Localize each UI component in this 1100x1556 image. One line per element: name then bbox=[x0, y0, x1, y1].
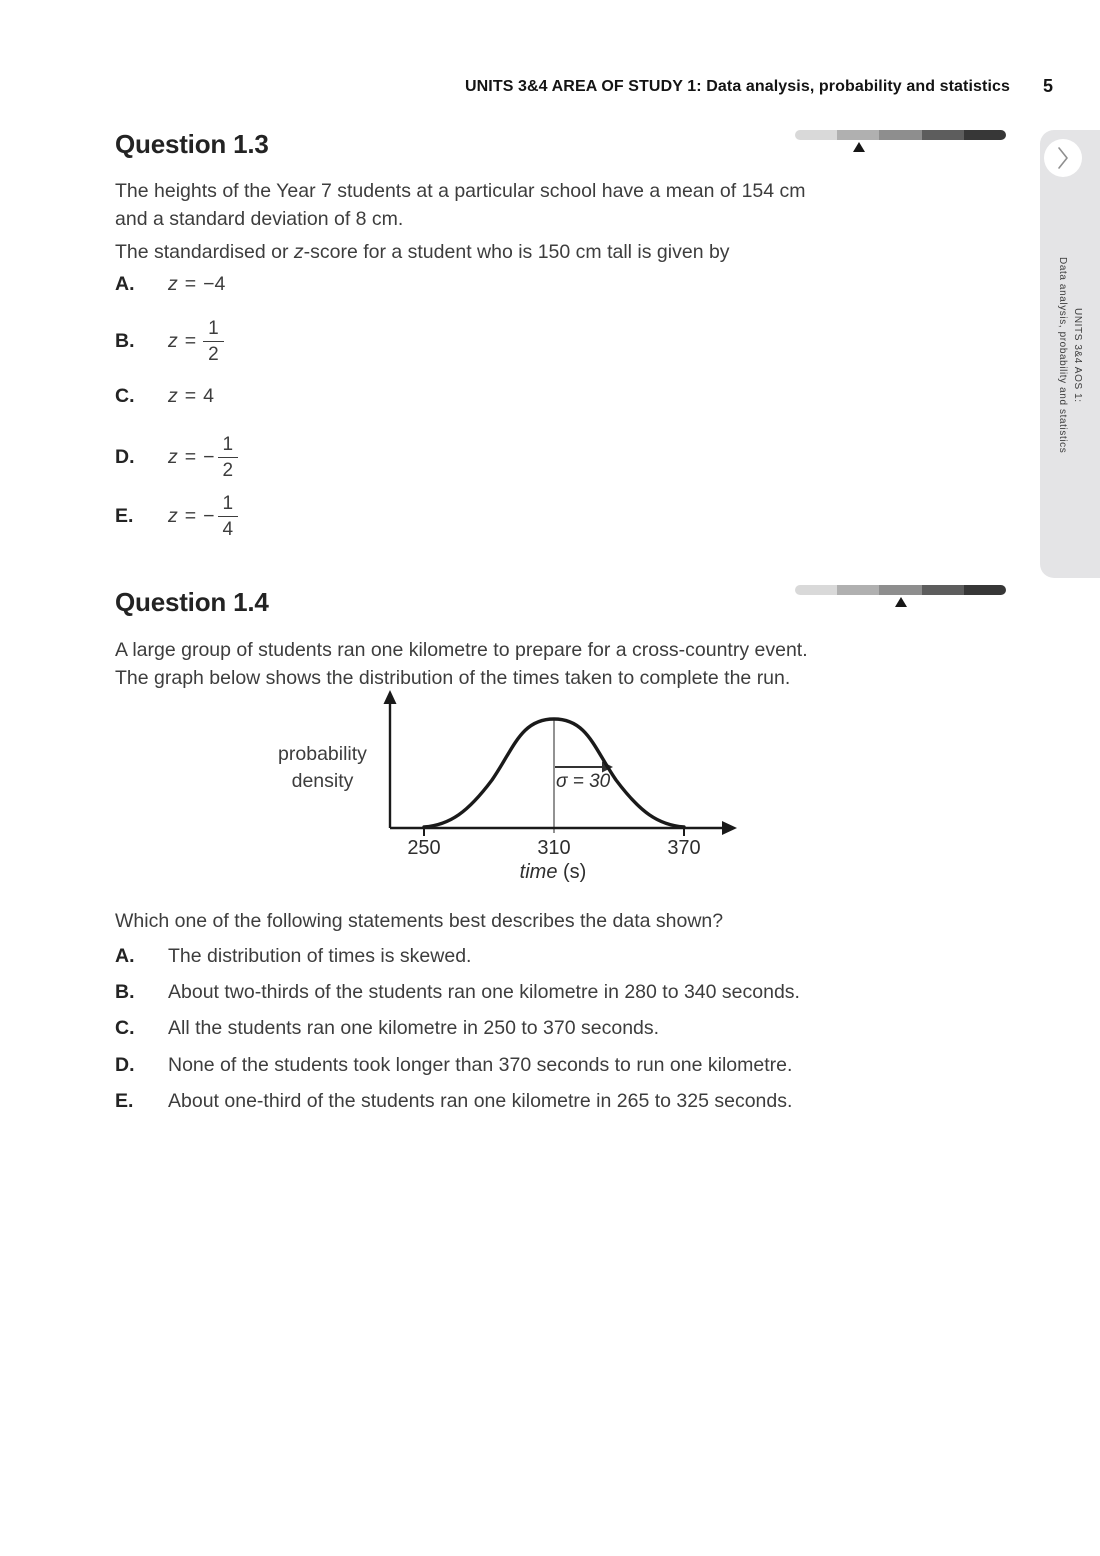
x-tick-label-370: 370 bbox=[667, 837, 701, 859]
question-1-3-intro bbox=[115, 178, 806, 233]
chevron-right-icon bbox=[1056, 145, 1070, 171]
side-tab-line2: Data analysis, probability and statistics bbox=[1057, 256, 1068, 454]
difficulty-segment bbox=[795, 585, 837, 595]
option-letter: E. bbox=[115, 1090, 134, 1112]
question-1-4-stem: Which one of the following statements best describes the data shown? bbox=[115, 910, 724, 932]
option-q13-b[interactable] bbox=[115, 316, 224, 366]
page-number: 5 bbox=[1043, 76, 1054, 96]
ylabel-line2: density bbox=[291, 769, 354, 792]
option-letter: D. bbox=[115, 445, 135, 468]
math-equals: = bbox=[184, 385, 197, 407]
math-variable: z bbox=[168, 445, 178, 468]
option-q14-d[interactable] bbox=[115, 1053, 792, 1078]
y-axis-arrow bbox=[384, 690, 397, 704]
fraction bbox=[218, 492, 239, 541]
fraction bbox=[218, 433, 239, 482]
option-text: None of the students took longer than 370 seconds to run one kilometre. bbox=[168, 1054, 793, 1076]
sigma-annotation: σ = 30 bbox=[556, 771, 611, 792]
option-letter: E. bbox=[115, 504, 134, 527]
math-equals: = bbox=[184, 504, 197, 527]
x-axis-arrow bbox=[722, 821, 737, 835]
option-letter: B. bbox=[115, 981, 135, 1003]
difficulty-segment bbox=[922, 130, 964, 140]
difficulty-segment bbox=[922, 585, 964, 595]
difficulty-segment bbox=[795, 130, 837, 140]
intro-line: The graph below shows the distribution of the times taken to complete the run. bbox=[115, 666, 791, 689]
math-minus-sign: − bbox=[203, 445, 215, 468]
side-tab-line1: UNITS 3&4 AOS 1: bbox=[1072, 307, 1083, 403]
xlabel-unit: (s) bbox=[557, 861, 587, 883]
difficulty-marker-q14 bbox=[895, 597, 907, 607]
math-equals: = bbox=[184, 445, 197, 468]
option-letter: A. bbox=[115, 945, 135, 967]
fraction-numerator: 1 bbox=[218, 492, 239, 517]
option-q13-e[interactable] bbox=[115, 491, 238, 541]
option-letter: D. bbox=[115, 1054, 135, 1076]
question-1-4-intro bbox=[115, 637, 808, 692]
section-side-tab-label bbox=[1040, 150, 1100, 560]
fraction bbox=[203, 317, 224, 366]
fraction-denominator: 2 bbox=[208, 343, 219, 365]
page-header-title: UNITS 3&4 AREA OF STUDY 1: Data analysis, probability and statistics bbox=[464, 78, 1010, 95]
math-value: 4 bbox=[203, 385, 214, 407]
math-minus-sign: − bbox=[203, 504, 215, 527]
difficulty-segment bbox=[837, 130, 879, 140]
option-letter: A. bbox=[115, 273, 135, 295]
question-1-4-title: Question 1.4 bbox=[115, 587, 269, 617]
math-variable: z bbox=[168, 385, 178, 407]
option-text: All the students ran one kilometre in 250 to 370 seconds. bbox=[168, 1017, 660, 1039]
option-q14-c[interactable] bbox=[115, 1016, 659, 1041]
math-variable: z bbox=[168, 273, 178, 295]
option-letter: C. bbox=[115, 385, 135, 407]
math-variable: z bbox=[168, 504, 178, 527]
math-value: −4 bbox=[203, 273, 226, 295]
graph-x-axis-label bbox=[493, 861, 613, 884]
difficulty-marker-q13 bbox=[853, 142, 865, 152]
intro-line: and a standard deviation of 8 cm. bbox=[115, 207, 404, 230]
stem-prefix: The standardised or bbox=[115, 241, 294, 263]
option-q14-b[interactable] bbox=[115, 980, 800, 1005]
fraction-denominator: 2 bbox=[222, 459, 234, 481]
difficulty-segment bbox=[879, 585, 921, 595]
x-tick-label-250: 250 bbox=[407, 837, 441, 859]
difficulty-segment bbox=[964, 130, 1006, 140]
xlabel-word: time bbox=[519, 861, 558, 883]
math-equals: = bbox=[184, 273, 197, 295]
stem-suffix: -score for a student who is 150 cm tall is given by bbox=[303, 241, 730, 263]
difficulty-segment bbox=[964, 585, 1006, 595]
normal-distribution-graph bbox=[360, 685, 750, 845]
stem-variable: z bbox=[293, 241, 304, 263]
question-1-3-stem bbox=[115, 239, 730, 267]
option-text: The distribution of times is skewed. bbox=[168, 945, 472, 967]
difficulty-segment bbox=[879, 130, 921, 140]
fraction-denominator: 4 bbox=[222, 518, 234, 540]
next-section-button[interactable] bbox=[1044, 139, 1082, 177]
x-tick-label-310: 310 bbox=[537, 837, 571, 859]
math-equals: = bbox=[184, 329, 197, 352]
option-text: About one-third of the students ran one kilometre in 265 to 325 seconds. bbox=[168, 1090, 793, 1112]
difficulty-bar-q13 bbox=[795, 130, 1006, 140]
option-q13-a[interactable] bbox=[115, 273, 225, 296]
option-letter: C. bbox=[115, 1017, 135, 1039]
option-text: About two-thirds of the students ran one kilometre in 280 to 340 seconds. bbox=[168, 981, 800, 1003]
ylabel-line1: probability bbox=[278, 743, 367, 765]
math-variable: z bbox=[168, 329, 178, 352]
question-1-3-title: Question 1.3 bbox=[115, 129, 269, 159]
fraction-numerator: 1 bbox=[203, 317, 224, 342]
option-q14-e[interactable] bbox=[115, 1089, 792, 1114]
graph-y-axis-label bbox=[255, 741, 390, 794]
option-q14-a[interactable] bbox=[115, 944, 471, 969]
fraction-numerator: 1 bbox=[218, 433, 239, 458]
intro-line: A large group of students ran one kilometre to prepare for a cross-country event. bbox=[115, 639, 808, 661]
difficulty-bar-q14 bbox=[795, 585, 1006, 595]
option-letter: B. bbox=[115, 329, 135, 352]
difficulty-segment bbox=[837, 585, 879, 595]
option-q13-c[interactable] bbox=[115, 385, 214, 408]
intro-line: The heights of the Year 7 students at a particular school have a mean of 154 cm bbox=[115, 180, 806, 202]
option-q13-d[interactable] bbox=[115, 432, 238, 482]
